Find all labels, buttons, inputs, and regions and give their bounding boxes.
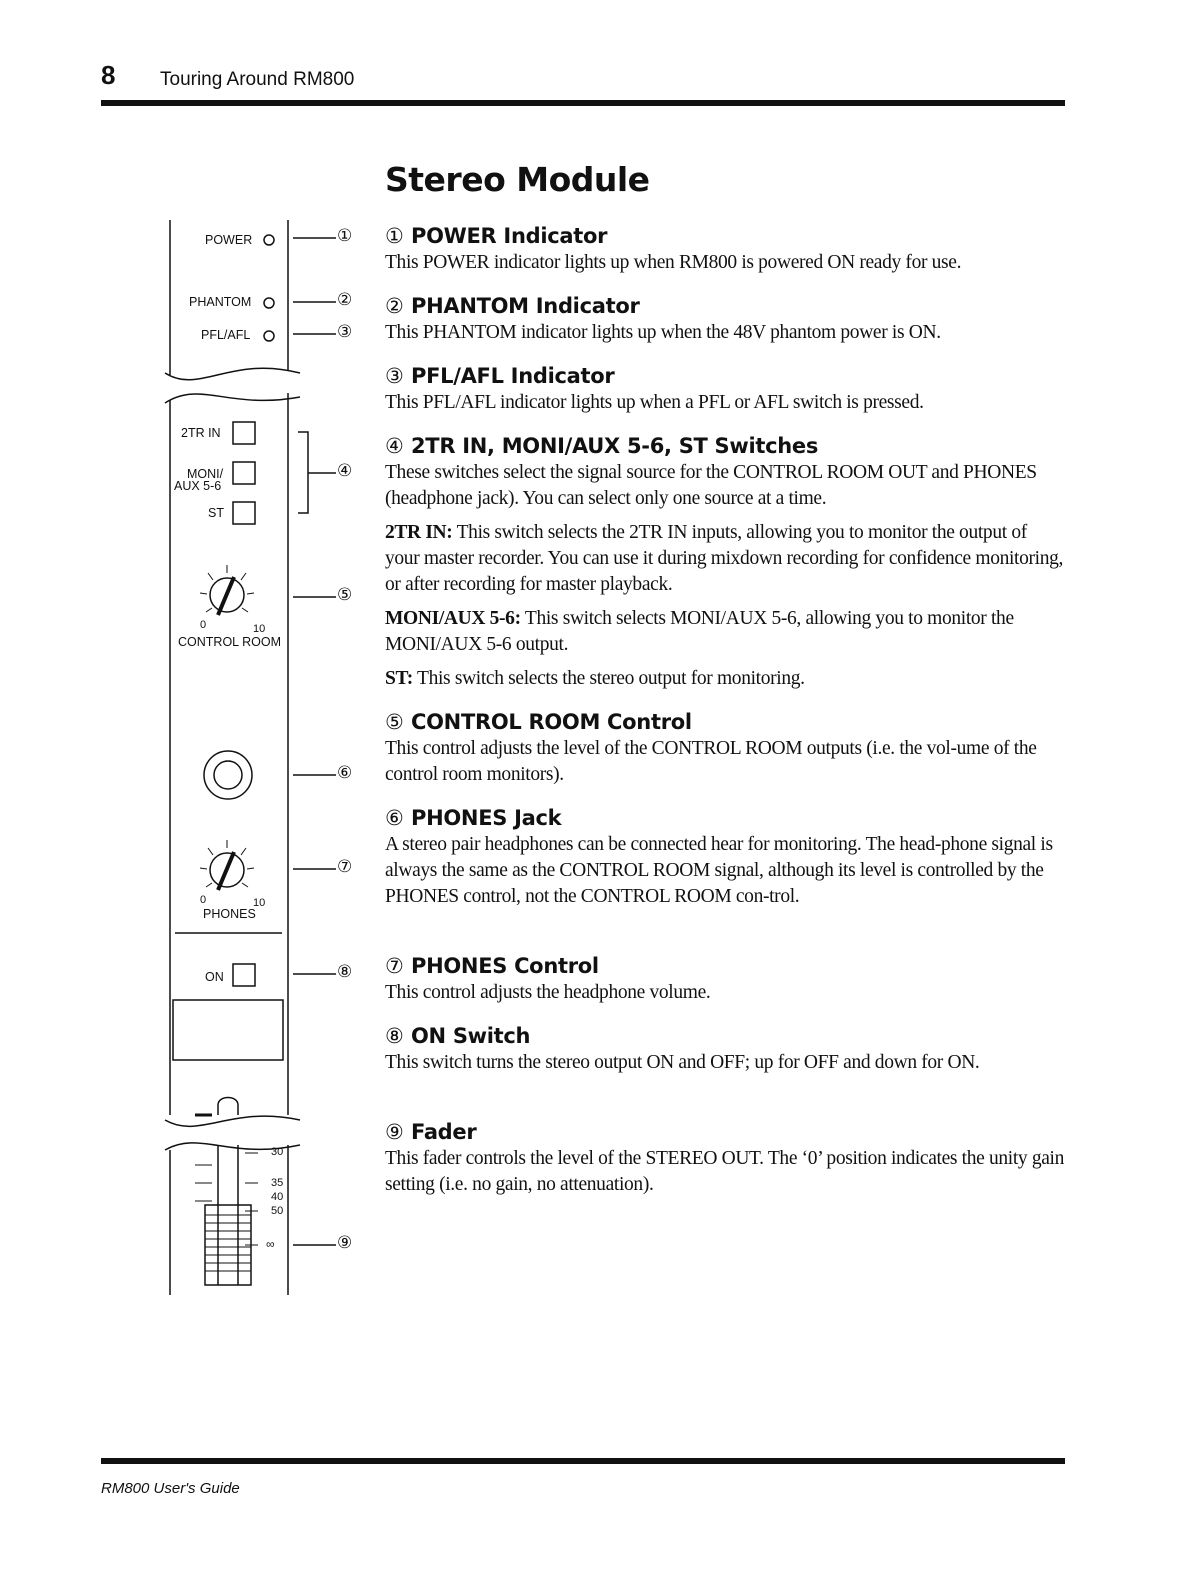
callout-2: ② xyxy=(337,290,353,310)
page-number: 8 xyxy=(101,60,116,90)
callout-7: ⑦ xyxy=(337,857,353,877)
section-monitor-switches xyxy=(385,432,1065,700)
section-body: This switch turns the stereo output ON and OFF; up for OFF and down for ON. xyxy=(385,1052,980,1073)
2tr-in-label: 2TR IN xyxy=(181,426,221,440)
section-heading: ⑧ ON Switch xyxy=(385,1024,531,1048)
callout-5: ⑤ xyxy=(337,585,353,605)
section-phantom-indicator xyxy=(385,292,1065,354)
section-phones-jack xyxy=(385,804,1065,918)
section-fader xyxy=(385,1118,1065,1206)
callout-8: ⑧ xyxy=(337,962,353,982)
page-title: Stereo Module xyxy=(385,160,650,199)
st-label: ST xyxy=(208,506,224,520)
callout-1: ① xyxy=(337,226,353,246)
section-body: This control adjusts the level of the CONTROL ROOM outputs (i.e. the vol-ume of the control room monitors). xyxy=(385,738,1037,785)
on-label: ON xyxy=(205,970,224,984)
pfl-afl-label: PFL/AFL xyxy=(201,328,251,342)
section-control-room-control xyxy=(385,708,1065,796)
section-heading: ① POWER Indicator xyxy=(385,224,608,248)
section-heading: ⑦ PHONES Control xyxy=(385,954,599,978)
section-body: This POWER indicator lights up when RM800 is powered ON ready for use. xyxy=(385,252,962,273)
control-room-label: CONTROL ROOM xyxy=(178,635,282,649)
section-body: This PFL/AFL indicator lights up when a PFL or AFL switch is pressed. xyxy=(385,392,924,413)
control-room-knob-min: 0 xyxy=(200,619,207,631)
section-body: This control adjusts the headphone volume. xyxy=(385,982,711,1003)
sub-moni-aux: MONI/AUX 5-6: This switch selects MONI/AUX 5-6, allowing you to monitor the MONI/AUX 5-6 output. xyxy=(385,608,1014,655)
phantom-label: PHANTOM xyxy=(189,295,252,309)
section-on-switch xyxy=(385,1022,1065,1084)
phones-label: PHONES xyxy=(203,907,256,921)
section-heading: ⑤ CONTROL ROOM Control xyxy=(385,710,692,734)
control-room-knob-max: 10 xyxy=(253,623,266,635)
phones-knob-max: 10 xyxy=(253,897,266,909)
power-label: POWER xyxy=(205,233,253,247)
fader-scale-30: 30 xyxy=(271,1146,284,1158)
section-heading: ⑥ PHONES Jack xyxy=(385,806,562,830)
section-heading: ② PHANTOM Indicator xyxy=(385,294,640,318)
sub-2tr-in: 2TR IN: This switch selects the 2TR IN inputs, allowing you to monitor the output of your master recorder. You can use it during mixdown recording for confidence monitoring, or after recording for master playback. xyxy=(385,522,1064,595)
fader-scale-40: 40 xyxy=(271,1191,284,1203)
stereo-module-diagram xyxy=(160,205,380,1305)
callout-4: ④ xyxy=(337,461,353,481)
footer-rule xyxy=(101,1458,1065,1464)
callout-3: ③ xyxy=(337,322,353,342)
module-panel-drawing xyxy=(160,205,380,1305)
section-power-indicator xyxy=(385,222,1065,284)
footer-text: RM800 User's Guide xyxy=(101,1480,240,1497)
section-pfl-afl-indicator xyxy=(385,362,1065,424)
sub-st: ST: This switch selects the stereo output for monitoring. xyxy=(385,668,805,689)
callout-9: ⑨ xyxy=(337,1233,353,1253)
section-heading: ③ PFL/AFL Indicator xyxy=(385,364,615,388)
aux-label: AUX 5-6 xyxy=(174,479,222,493)
phones-knob-min: 0 xyxy=(200,894,207,906)
callout-6: ⑥ xyxy=(337,763,353,783)
section-heading: ⑨ Fader xyxy=(385,1120,477,1144)
running-header: Touring Around RM800 xyxy=(160,69,355,90)
fader-scale-35: 35 xyxy=(271,1177,284,1189)
fader-scale-50: 50 xyxy=(271,1205,284,1217)
section-body: These switches select the signal source for the CONTROL ROOM OUT and PHONES (headphone jack). You can select only one source at a time. xyxy=(385,462,1037,509)
moni-label: MONI/ xyxy=(187,467,224,481)
section-heading: ④ 2TR IN, MONI/AUX 5-6, ST Switches xyxy=(385,434,819,458)
fader-scale-infinity: ∞ xyxy=(266,1237,275,1251)
section-body: This PHANTOM indicator lights up when the 48V phantom power is ON. xyxy=(385,322,941,343)
section-body: A stereo pair headphones can be connected hear for monitoring. The head-phone signal is always the same as the CONTROL ROOM signal, although its level is controlled by the PHONES control, not the CONTROL ROOM con-trol. xyxy=(385,834,1053,907)
section-body: This fader controls the level of the STEREO OUT. The ‘0’ position indicates the unity gain setting (i.e. no gain, no attenuation). xyxy=(385,1148,1065,1195)
header-rule xyxy=(101,100,1065,106)
section-phones-control xyxy=(385,952,1065,1014)
